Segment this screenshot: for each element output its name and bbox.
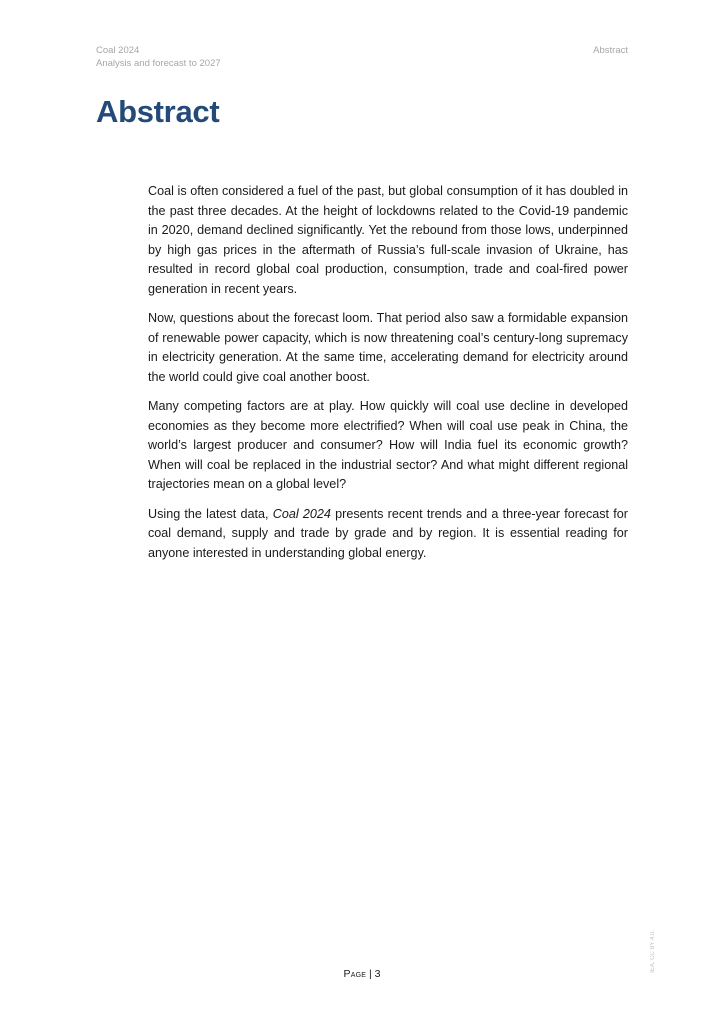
report-subtitle: Analysis and forecast to 2027 <box>96 58 221 69</box>
running-header-section: Abstract <box>593 45 628 56</box>
page-footer <box>0 968 724 980</box>
paragraph-2: Now, questions about the forecast loom. That period also saw a formidable expansion of renewable power capacity, which is now threatening coal’s century-long supremacy in electricity generation. At the same time, accelerating demand for electricity around the world could give coal another boost. <box>148 311 628 384</box>
report-title: Coal 2024 <box>96 45 140 56</box>
running-header-left <box>96 44 221 70</box>
abstract-body <box>148 182 628 573</box>
paragraph-4-rest: presents recent trends and a three-year forecast for coal demand, supply and trade by grade and by region. It is essential reading for anyone interested in understanding global energy. <box>148 506 628 560</box>
paragraph-4 <box>148 505 628 564</box>
paragraph-4-lead: Using the latest data, <box>148 506 273 521</box>
page-separator: | <box>366 968 375 980</box>
report-name-italic: Coal 2024 <box>272 506 331 521</box>
page-title: Abstract <box>96 94 220 129</box>
page-number: 3 <box>374 968 381 980</box>
page-label: Page <box>343 968 367 980</box>
license-note: IEA. CC BY 4.0. <box>650 930 656 973</box>
paragraph-1: Coal is often considered a fuel of the past, but global consumption of it has doubled in the past three decades. At the height of lockdowns related to the Covid-19 pandemic in 2020, demand declined significantly. Yet the rebound from those lows, underpinned by high gas prices in the aftermath of Russia’s full-scale invasion of Ukraine, has resulted in record global coal production, consumption, trade and coal-fired power generation in recent years. <box>148 184 628 296</box>
paragraph-3: Many competing factors are at play. How quickly will coal use decline in developed economies as they become more electrified? When will coal use peak in China, the world’s largest producer and consumer? How will India fuel its economic growth? When will coal be replaced in the industrial sector? And what might different regional trajectories mean on a global level? <box>148 399 628 491</box>
